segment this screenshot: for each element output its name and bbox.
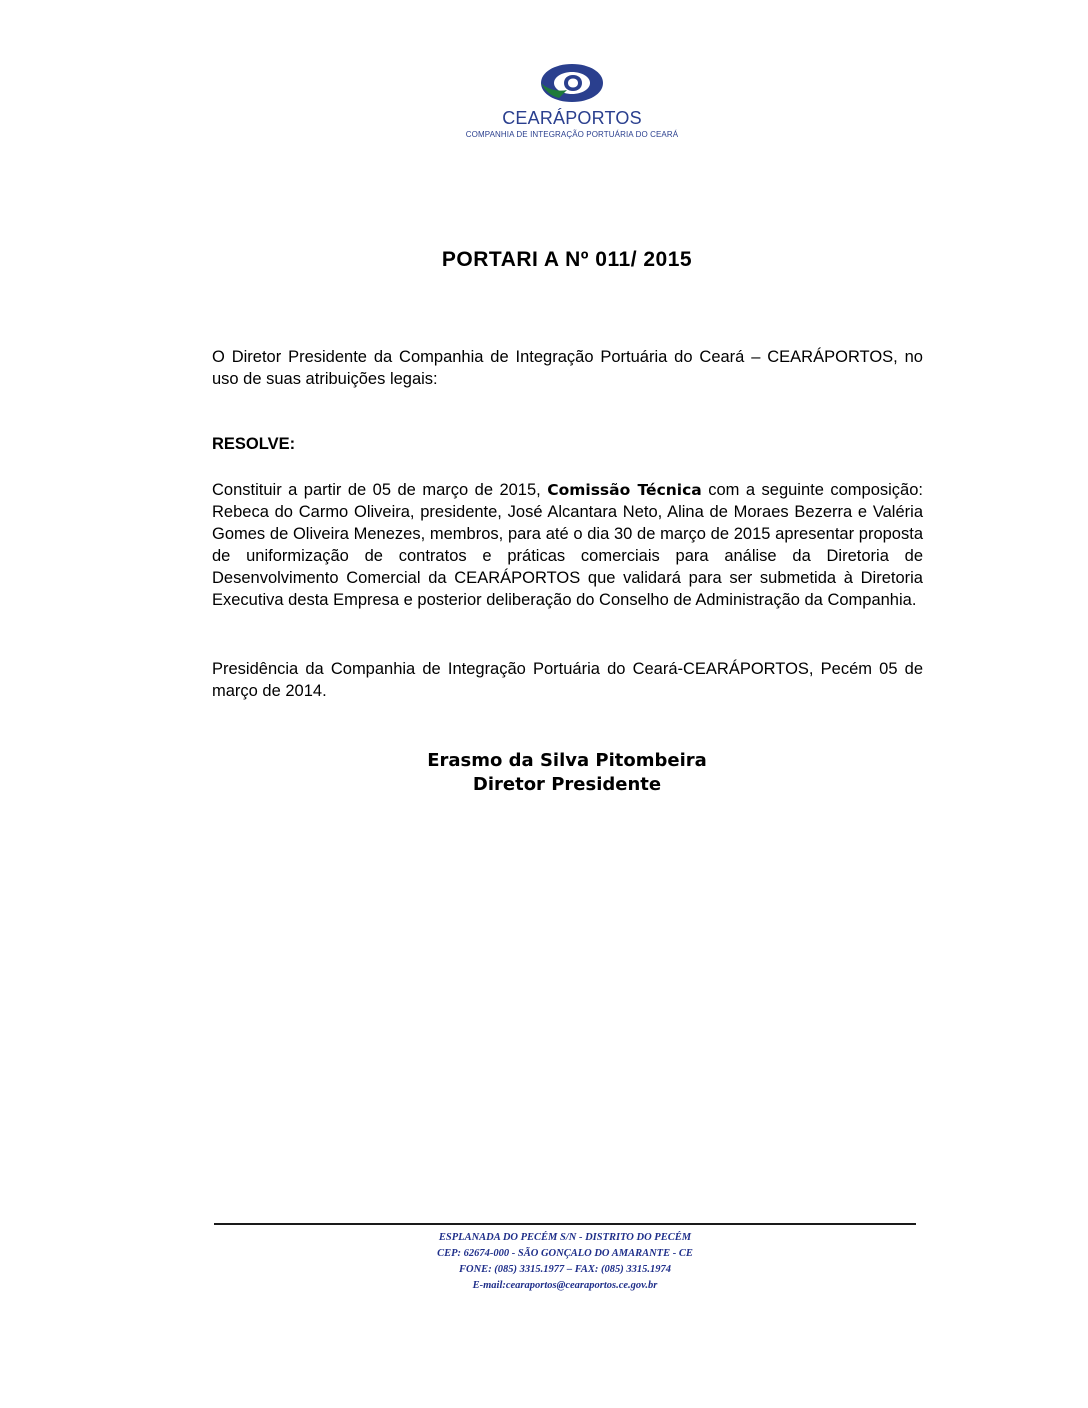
resolution-paragraph xyxy=(212,479,923,611)
footer-email: E-mail:cearaportos@cearaportos.ce.gov.br xyxy=(472,1280,658,1291)
logo-company-name: CEARÁPORTOS xyxy=(502,108,642,128)
footer-divider xyxy=(214,1223,916,1225)
signatory-name: Erasmo da Silva Pitombeira xyxy=(427,750,707,771)
resolution-text-after: com a seguinte composição: Rebeca do Carmo Oliveira, presidente, José Alcantara Neto, Alina de Moraes Bezerra e Valéria Gomes de Oliveira Menezes, membros, para até o dia 30 de março de 2015 apresentar proposta de uniformização de contratos e práticas comerciais para análise da Diretoria de Desenvolvimento Comercial da CEARÁPORTOS que validará para ser submetida à Diretoria Executiva desta Empresa e posterior deliberação do Conselho de Administração da Companhia. xyxy=(212,481,923,609)
resolve-heading: RESOLVE: xyxy=(212,435,296,453)
signatory-role: Diretor Presidente xyxy=(472,774,662,795)
intro-paragraph: O Diretor Presidente da Companhia de Integração Portuária do Ceará – CEARÁPORTOS, no uso de suas atribuições legais: xyxy=(212,348,923,388)
footer-cep: CEP: 62674-000 - SÃO GONÇALO DO AMARANTE - CE xyxy=(437,1248,693,1259)
document-title: PORTARI A Nº 011/ 2015 xyxy=(441,248,693,271)
closing-paragraph: Presidência da Companhia de Integração Portuária do Ceará-CEARÁPORTOS, Pecém 05 de março de 2014. xyxy=(212,660,923,700)
signature-block xyxy=(0,749,1088,797)
footer xyxy=(214,1230,916,1294)
footer-address: ESPLANADA DO PECÉM S/N - DISTRITO DO PECÉM xyxy=(438,1232,692,1243)
company-logo xyxy=(452,58,692,140)
footer-phone: FONE: (085) 3315.1977 – FAX: (085) 3315.1974 xyxy=(459,1264,671,1275)
cearaportos-emblem-icon xyxy=(537,58,607,108)
resolution-emphasis: Comissão Técnica xyxy=(547,481,702,499)
logo-company-subtitle: COMPANHIA DE INTEGRAÇÃO PORTUÁRIA DO CEARÁ xyxy=(465,130,679,139)
resolution-text-before: Constituir a partir de 05 de março de 2015, xyxy=(212,481,548,499)
